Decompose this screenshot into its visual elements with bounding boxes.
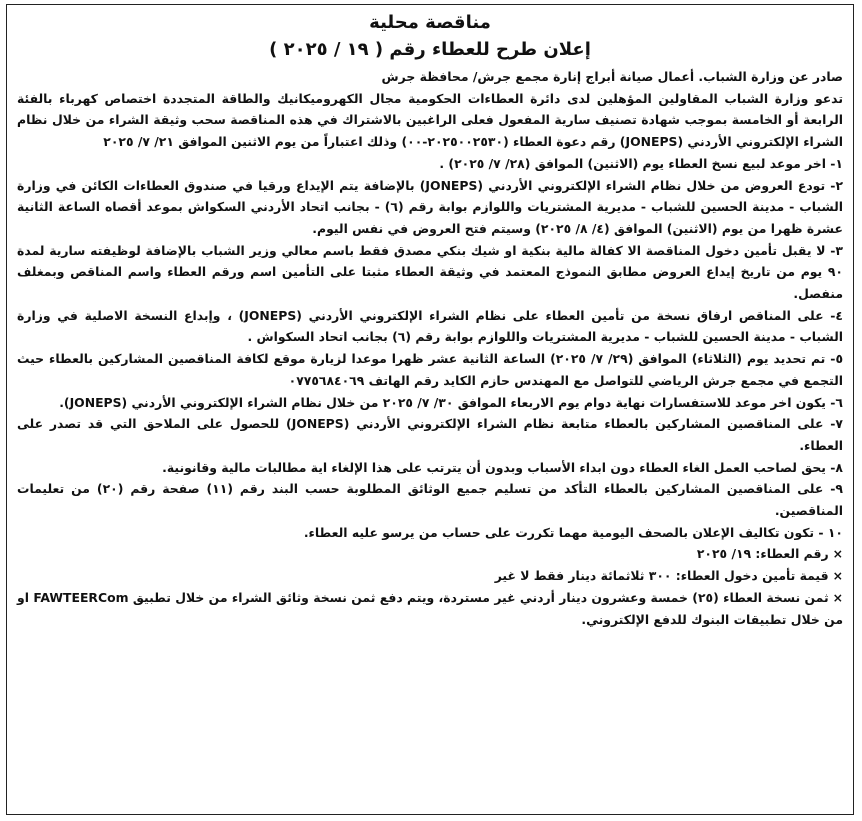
tender-announcement [6, 4, 854, 815]
clause-9: ٩- على المناقصين المشاركين بالعطاء التأكد من تسليم جميع الوثائق المطلوبة حسب البند رقم (١١) صفحة رقم (٢٠) من تعليمات المناقصين. [17, 481, 843, 519]
clause-2: ٢- تودع العروض من خلال نظام الشراء الإلكتروني الأردني (JONEPS) بالإضافة يتم الإيداع ورقيا في صندوق العطاءات الكائن في وزارة الشباب - مدينة الحسين للشباب - مديرية المشتريات واللوازم بوابة رقم (٦) - بجانب اتحاد الأردني السكواش بموعد أقصاه الساعة الثانية عشرة ظهرا من يوم (الاثنين) الموافق (٤/ ٨/ ٢٠٢٥) وسيتم فتح العروض في نفس اليوم. [17, 177, 844, 236]
clause-8: ٨- يحق لصاحب العمل الغاء العطاء دون ابداء الأسباب وبدون أن يترتب على هذا الإلغاء اية مطالبات مالية وقانونية. [162, 459, 843, 475]
issuer-line: صادر عن وزارة الشباب. أعمال صيانة أبراج إنارة مجمع جرش/ محافظة جرش [381, 69, 843, 84]
clause-7: ٧- على المناقصين المشاركين بالعطاء متابعة نظام الشراء الإلكتروني الأردني (JONEPS) للحصول على الملاحق التي قد تصدر على العطاء. [17, 416, 843, 453]
clause-1: ١- اخر موعد لبيع نسخ العطاء يوم (الاثنين) الموافق (٢٨/ ٧/ ٢٠٢٥) . [439, 155, 843, 171]
clause-4: ٤- على المناقص ارفاق نسخة من تأمين العطاء على نظام الشراء الإلكتروني الأردني (JONEPS) ، وإبداع النسخة الاصلية في وزارة الشباب - مدينة الحسين للشباب - مديرية المشتريات واللوازم بوابة رقم (٦) بجانب اتحاد السكواش . [17, 307, 843, 345]
announcement-title: مناقصة محلية [369, 12, 491, 33]
tender-number-bullet: × رقم العطاء: ١٩/ ٢٠٢٥ [17, 543, 843, 565]
intro-paragraph: تدعو وزارة الشباب المقاولين المؤهلين لدى دائرة العطاءات الحكومية مجال الكهروميكانيك والطاقة المتجددة اختصاص كهرباء بالفئة الرابعة أو الخامسة بموجب شهادة تصنيف سارية المفعول فعلى الراغبين بالاشتراك في هذه المناقصة سحب وثيقة الشراء من خلال نظام الشراء الإلكتروني الأردني (JONEPS) رقم دعوة العطاء (٢٠٢٥٠٠٢٥٣٠-٠٠) وذلك اعتباراً من يوم الاثنين الموافق ٢١/ ٧/ ٢٠٢٥ [17, 90, 843, 150]
clause-10: ١٠ - تكون تكاليف الإعلان بالصحف اليومية مهما تكررت على حساب من يرسو عليه العطاء. [303, 524, 843, 540]
document-price-bullet: × ثمن نسخة العطاء (٢٥) خمسة وعشرون دينار أردني غير مستردة، ويتم دفع ثمن نسخة وثائق الشراء من خلال تطبيق FAWTEERCom او من خلال تطبيقات البنوك للدفع الإلكتروني. [17, 587, 843, 630]
clause-6: ٦- يكون اخر موعد للاستفسارات نهاية دوام يوم الاربعاء الموافق ٣٠/ ٧/ ٢٠٢٥ من خلال نظام الشراء الإلكتروني الأردني (JONEPS). [59, 394, 843, 410]
announcement-subtitle: إعلان طرح للعطاء رقم ( ١٩ / ٢٠٢٥ ) [269, 39, 591, 60]
bid-bond-bullet: × قيمة تأمين دخول العطاء: ٣٠٠ ثلاثمائة دينار فقط لا غير [17, 565, 843, 587]
clause-5: ٥- تم تحديد يوم (الثلاثاء) الموافق (٢٩/ ٧/ ٢٠٢٥) الساعة الثانية عشر ظهرا موعدا لزيارة موقع لكافة المناقصين المشاركين بالعطاء حيث التجمع في مجمع جرش الرياضي للتواصل مع المهندس حازم الكايد رقم الهاتف ٠٧٧٥٦٨٤٠٦٩ [17, 351, 844, 388]
clause-3: ٣- لا يقبل تأمين دخول المناقصة الا كفالة مالية بنكية او شيك بنكي مصدق فقط باسم معالي وزير الشباب بالإضافة لوظيفته سارية لمدة ٩٠ يوم من تاريخ إيداع العروض مطابق النموذج المعتمد في وثيقة العطاء مثبتا على التأمين اسم ورقم العطاء واسم المناقص وبمغلف منفصل. [17, 242, 843, 302]
